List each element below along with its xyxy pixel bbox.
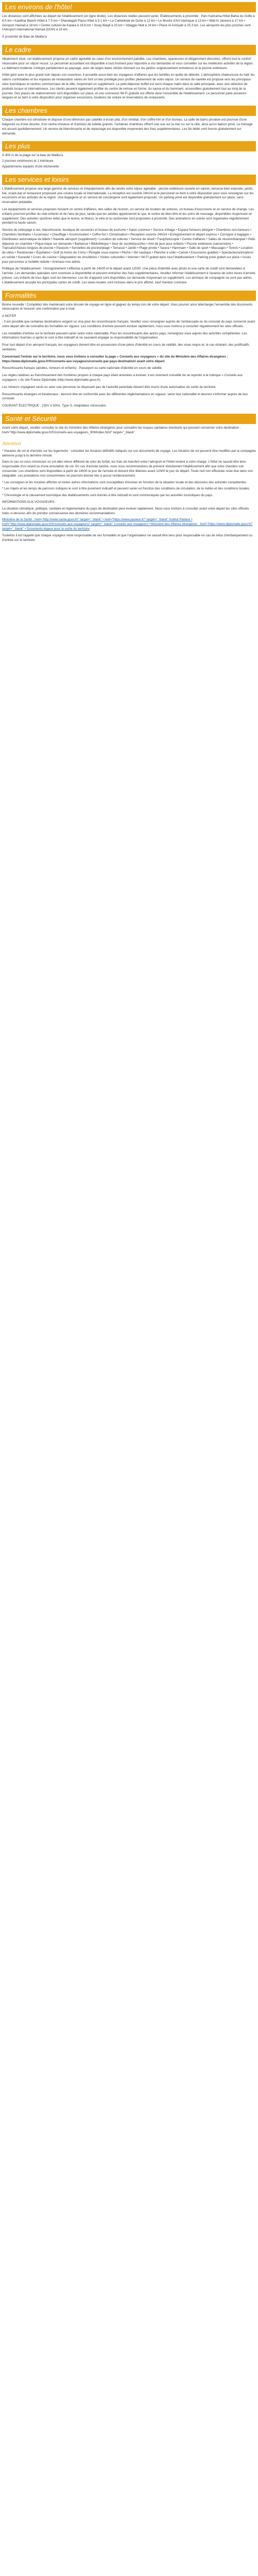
- note-title: A NOTER: [2, 314, 17, 318]
- cadre-text-1: Idéalement situé, cet établissement propose un cadre agréable au cœur d'un environnement paisible. Les chambres, spacieuses et élégamment décorées, offrent tout le confort nécessaire pour un séjour réussi. Le personnel accueillant est disponible à tout moment pour répondre à vos demandes et vous conseiller sur les meilleures activités de la région. Le bâtiment moderne s'intègre parfaitement au paysage, avec de larges baies vitrées donnant sur les jardins soigneusement entretenus et la piscine extérieure.: [2, 57, 254, 70]
- formalites-text-4: Pour tout départ d'un aéroport français, les voyageurs doivent être en possession d'une pièce d'identité en cours de validité, des visas requis et, le cas échéant, des justificatifs sanitaires.: [2, 343, 249, 352]
- sante-section: [0, 414, 258, 543]
- health-links[interactable]: Ministère de la Santé : href="http://www.sante.gouv.fr/" target="_blank" • href="https://www.pasteur.fr/" target="_blank" Institut Pasteur • href="http://www.diplomatie.gouv.fr/fr/conseils-aux-voyageurs/" target="_blank" Conseils aux voyageurs • Ministère des Affaires étrangères : href="https://www.diplomatie.gouv.fr/" target="_blank" • Documents légaux pour la sortie du territoire: [2, 518, 253, 531]
- plus-item: À 400 m de la plage sur la baie de Malibu'a: [2, 154, 63, 158]
- cadre-header: Le cadre: [2, 45, 256, 55]
- hotel-details-page: [0, 2, 258, 543]
- services-policy: Politique de l'établissement : l'enregistrement s'effectue à partir de 14h00 et le départ avant 12h00. Une pièce d'identité avec photo et une carte de crédit sont demandées à l'arrivée. Les demandes spéciales sont soumises à disponibilité et peuvent entraîner des frais supplémentaires. Veuillez informer l'établissement à l'avance de votre heure d'arrivée prévue. Les enfants de tous âges sont les bienvenus. Les lits d'appoint sont disponibles sur demande moyennant un supplément. Les animaux de compagnie ne sont pas admis. L'établissement accepte les principales cartes de crédit. Les taxes locales sont incluses dans le prix affiché, sauf mention contraire.: [2, 267, 255, 284]
- cadre-text-2: Hôtel géré avec le plus grand soin depuis son ouverture, il accueille aussi bien les voyageurs d'affaires que les familles en quête de détente. L'atmosphère chaleureuse du hall, les salons confortables et les espaces de restauration variés en font un lieu privilégié pour profiter pleinement de votre séjour. Un service de navette est proposé vers les principaux sites touristiques et centres commerciaux de la ville, moyennant un supplément. Le petit-déjeuner buffet est servi chaque matin dans la salle principale, avec une sélection de produits locaux et internationaux. Les clients peuvent également profiter du centre de remise en forme, du sauna et du hammam, accessibles gratuitement tout au long de la journée. Des places de stationnement sont disponibles sur place, et une connexion Wi-Fi gratuite est offerte dans l'ensemble de l'établissement. Le personnel parle plusieurs langues et se tient à votre disposition pour organiser excursions, locations de voiture et réservations de restaurants.: [2, 73, 255, 100]
- cadre-section: [0, 45, 258, 100]
- info-text: La situation climatique, politique, sanitaire et réglementaire du pays de destination peut évoluer rapidement. Nous vous invitons à consulter avant votre départ les sites officiels listés ci-dessous afin de prendre connaissance des dernières recommandations.: [2, 506, 249, 515]
- formalites-text-7: Les mineurs voyageant seuls ou avec une personne ne disposant pas de l'autorité parentale doivent être munis d'une autorisation de sortie du territoire.: [2, 385, 217, 389]
- formalites-highlight: Concernant l'entrée sur le territoire, nous vous invitons à consulter la page « Conseils aux voyageurs » du site du Ministère des Affaires étrangères : https://www.diplomatie.gouv.fr/fr/conseils-aux-voyageurs/conseils-par-pays-destination/ avant votre départ.: [2, 354, 228, 363]
- formalites-section: [0, 291, 258, 409]
- chambres-section: [0, 106, 258, 136]
- plus-section: [0, 141, 258, 169]
- formalites-text-3: Les modalités d'entrée sur le territoire peuvent varier selon votre nationalité. Pour les ressortissants des autres pays, renseignez-vous auprès des autorités compétentes. Les informations fournies ci-après le sont à titre indicatif et ne sauraient engager la responsabilité de l'organisateur.: [2, 331, 247, 340]
- attention-text-5: * Chronologie et le classement touristique des établissements sont donnés à titre indicatif et sont communiqués par les autorités touristiques du pays.: [2, 494, 213, 498]
- formalites-intro: Bonne nouvelle ! Complétez dès maintenant votre dossier de voyage en ligne et gagnez du temps lors de votre départ. Vous pourrez ainsi télécharger l'ensemble des documents nécessaires et recevoir une confirmation par e-mail.: [2, 302, 253, 311]
- environs-text: Les distances sont affichées au départ de l'établissement (en ligne droite). Les distances réelles peuvent varier. Établissements à proximité : Parc Kahrama-Hôtel Bahia du Golfe à 6.5 km • Kawthar Beach Hôtel à 7.5 km • Shandagah Plaza Hôtel à 9.1 km • La Cathédrale de Doha à 12 km • Le Musée d'Art Islamique à 13 km • Mall Al Jazeera à 17 km • Aéroport Hamad à 18 km • Centre culturel de Katara à 19.8 km • Souq Waqif à 23 km • Villaggio Mall à 24 km • Place Al Aziziyah à 25.3 km. Les aéroports les plus proches sont l'Aéroport international Hamad (DOH) à 18 km.: [2, 14, 255, 32]
- formalites-header: Formalités: [2, 291, 256, 301]
- footer-text: Toutefois il est rappelé que chaque voyageur reste responsable de ses formalités et que l'organisateur ne saurait être tenu pour responsable en cas de refus d'embarquement ou d'entrée sur le territoire.: [2, 533, 252, 542]
- environs-header: Les environs de l'hôtel: [2, 2, 256, 12]
- sante-text-1: Avant votre départ, veuillez consulter le site du ministère des Affaires étrangères pour connaître les risques sanitaires éventuels qui peuvent concerner votre destination : href="http://www.diplomatie.gouv.fr/fr/conseils-aux-voyageurs_909/index.html" target="_blank": [2, 426, 241, 434]
- attention-text-3: * Les consignes et les horaires affichés et toutes autres informations sont susceptibles d'évoluer en fonction de la situation locale et des décisions des autorités compétentes.: [2, 480, 247, 484]
- services-text-1: L'établissement propose une large gamme de services et d'équipements afin de rendre votre séjour agréable : piscine extérieure ouverte en saison, terrasse bien exposée, jardin, bar, snack-bar et restaurant proposant une cuisine locale et internationale. La réception est ouverte 24h/24 et le personnel se tient à votre disposition pour vous renseigner sur les excursions et les activités de la région. Une bagagerie et un service de conciergerie sont également proposés. Un parking privé est disponible gratuitement sur place, sans réservation préalable.: [2, 187, 254, 205]
- chambres-header: Les chambres: [2, 106, 256, 116]
- attention-text-1: * Horaires de vol et d'arrivée sur les logements : consultez les horaires définitifs indiqués sur vos documents de voyage. Les horaires de vol peuvent être modifiés par la compagnie aérienne jusqu'à la dernière minute.: [2, 449, 256, 457]
- sante-header: Santé et Sécurité: [2, 414, 256, 424]
- services-list: Service de nettoyage à sec, blanchisserie, boutique de souvenirs et bureau de tourisme • Salon commun • Service d'étage • Espace fumeurs désigné • Chambres non-fumeurs • Chambres familiales • Ascenseur • Chauffage • Insonorisation • Coffre-fort • Climatisation • Réception ouverte 24h/24 • Enregistrement et départ express • Consigne à bagages • Distributeur automatique de billets • Navette aéroport (supplément) • Location de voitures • Service de réveil • Fax/photocopie • Centre d'affaires • Salles de réunion/banquet • Petit-déjeuner en chambre • Pique-nique sur demande • Barbecue • Bibliothèque • Jeux de société/puzzles • Aire de jeux pour enfants • Piscine extérieure (saisonnière) • Transats/chaises longues de piscine • Parasols • Serviettes de piscine/plage • Terrasse • Jardin • Plage privée • Sauna • Hammam • Salle de sport • Massages • Tennis • Location de vélos • Randonnée • Équitation • Golf (à moins de 3 km) • Plongée sous-marine • Pêche • Ski nautique • Planche à voile • Canoë • Excursions guidées • Spectacles/animations en soirée • Karaoké • Cours de cuisine • Dégustation de vins/bières • Visites culturelles • Internet • Wi-Fi gratuit dans tout l'établissement • Parking privé gratuit sur place • Accès pour personnes à mobilité réduite • Animaux non admis: [2, 228, 256, 264]
- environs-section: [0, 2, 258, 40]
- services-header: Les services et loisirs: [2, 175, 256, 185]
- formalites-text-6: Les règles relatives au franchissement des frontières propres à chaque pays étant amenées à évoluer, il est vivement conseillé de se reporter à la rubrique « Conseils aux voyageurs » du site France Diplomatie (http://www.diplomatie.gouv.fr).: [2, 374, 243, 382]
- plus-header: Les plus: [2, 141, 256, 151]
- chambres-text: Chaque chambre est climatisée et dispose d'une télévision par satellite à écran plat, d'un minibar, d'un coffre-fort et d'un bureau. La salle de bains privative est pourvue d'une baignoire ou d'une douche, d'un sèche-cheveux et d'articles de toilette gratuits. Certaines chambres offrent une vue sur la mer ou sur la ville, ainsi qu'un balcon privé. Le ménage est assuré quotidiennement. Un service de blanchisserie et de repassage est disponible moyennant des frais supplémentaires. Les lits bébé sont fournis gratuitement sur demande.: [2, 118, 253, 135]
- formalites-note: - Il est possible que certaines destinations exigent un visa pour les ressortissants français. Veuillez vous renseigner auprès de l'ambassade ou du consulat du pays concerné avant votre départ afin de connaître les formalités en vigueur. Les conditions d'entrée peuvent évoluer rapidement, nous vous invitons à consulter régulièrement les sites officiels.: [2, 320, 255, 328]
- formalites-text-8: Ressortissants étrangers et binationaux : devront être en conformité avec les différentes réglementations en vigueur, selon leur nationalité et devront s'informer auprès de leur consulat.: [2, 392, 248, 401]
- services-section: [0, 175, 258, 285]
- plus-item: 2 piscines extérieures et 1 intérieure: [2, 159, 54, 163]
- attention-text-4: * Les trajets et les temps de parcours indiqués le sont à titre purement indicatif et peuvent varier en fonction des conditions de circulation, de la météo et des conditions locales.: [2, 487, 250, 491]
- formalites-electric: COURANT ÉLECTRIQUE : 230V à 50Hz. Type G. Adaptateur nécessaire.: [2, 404, 107, 408]
- formalites-text-5: Ressortissants français (adultes, mineurs et enfants) : Passeport ou carte nationale d'identité en cours de validité.: [2, 366, 163, 370]
- attention-title: Attention: [2, 440, 21, 447]
- info-title: INFORMATIONS AUX VOYAGEURS :: [2, 500, 56, 504]
- attention-text-2: Dans le cas où vous choisissez un vol aller-retour différent de celui du forfait, les frais de transfert entre l'aéroport et l'hôtel restent à votre charge. L'hôtel ne saurait être tenu responsable d'un retard ou d'une annulation de vol. En cas d'arrivée tardive, nous vous recommandons de prévenir directement l'établissement afin que votre chambre soit conservée. Les chambres sont disponibles à partir de 14h00 le jour de l'arrivée et doivent être libérées avant 12h00 le jour du départ. Toute nuit non effectuée reste due dans son intégralité. Les prestations non consommées ne pourront donner lieu à aucun remboursement.: [2, 460, 253, 478]
- plus-item: Appartements équipés d'une kitchenette: [2, 164, 59, 168]
- services-text-2: Les équipements et services proposés incluent un centre d'affaires, des salles de réunion, un service de location de voitures, un bureau d'excursions et un service de change. Les enfants pourront profiter du club enfants et de l'aire de jeux, tandis que les adultes apprécieront le spa, le centre de bien-être et les soins de massage, disponibles moyennant un supplément. Des activités sportives telles que le tennis, le fitness, le vélo et la randonnée sont proposées à proximité. Des animations en soirée sont organisées régulièrement pendant la haute saison.: [2, 207, 254, 225]
- environs-location: À proximité de Baie de Malibu'a: [2, 35, 47, 39]
